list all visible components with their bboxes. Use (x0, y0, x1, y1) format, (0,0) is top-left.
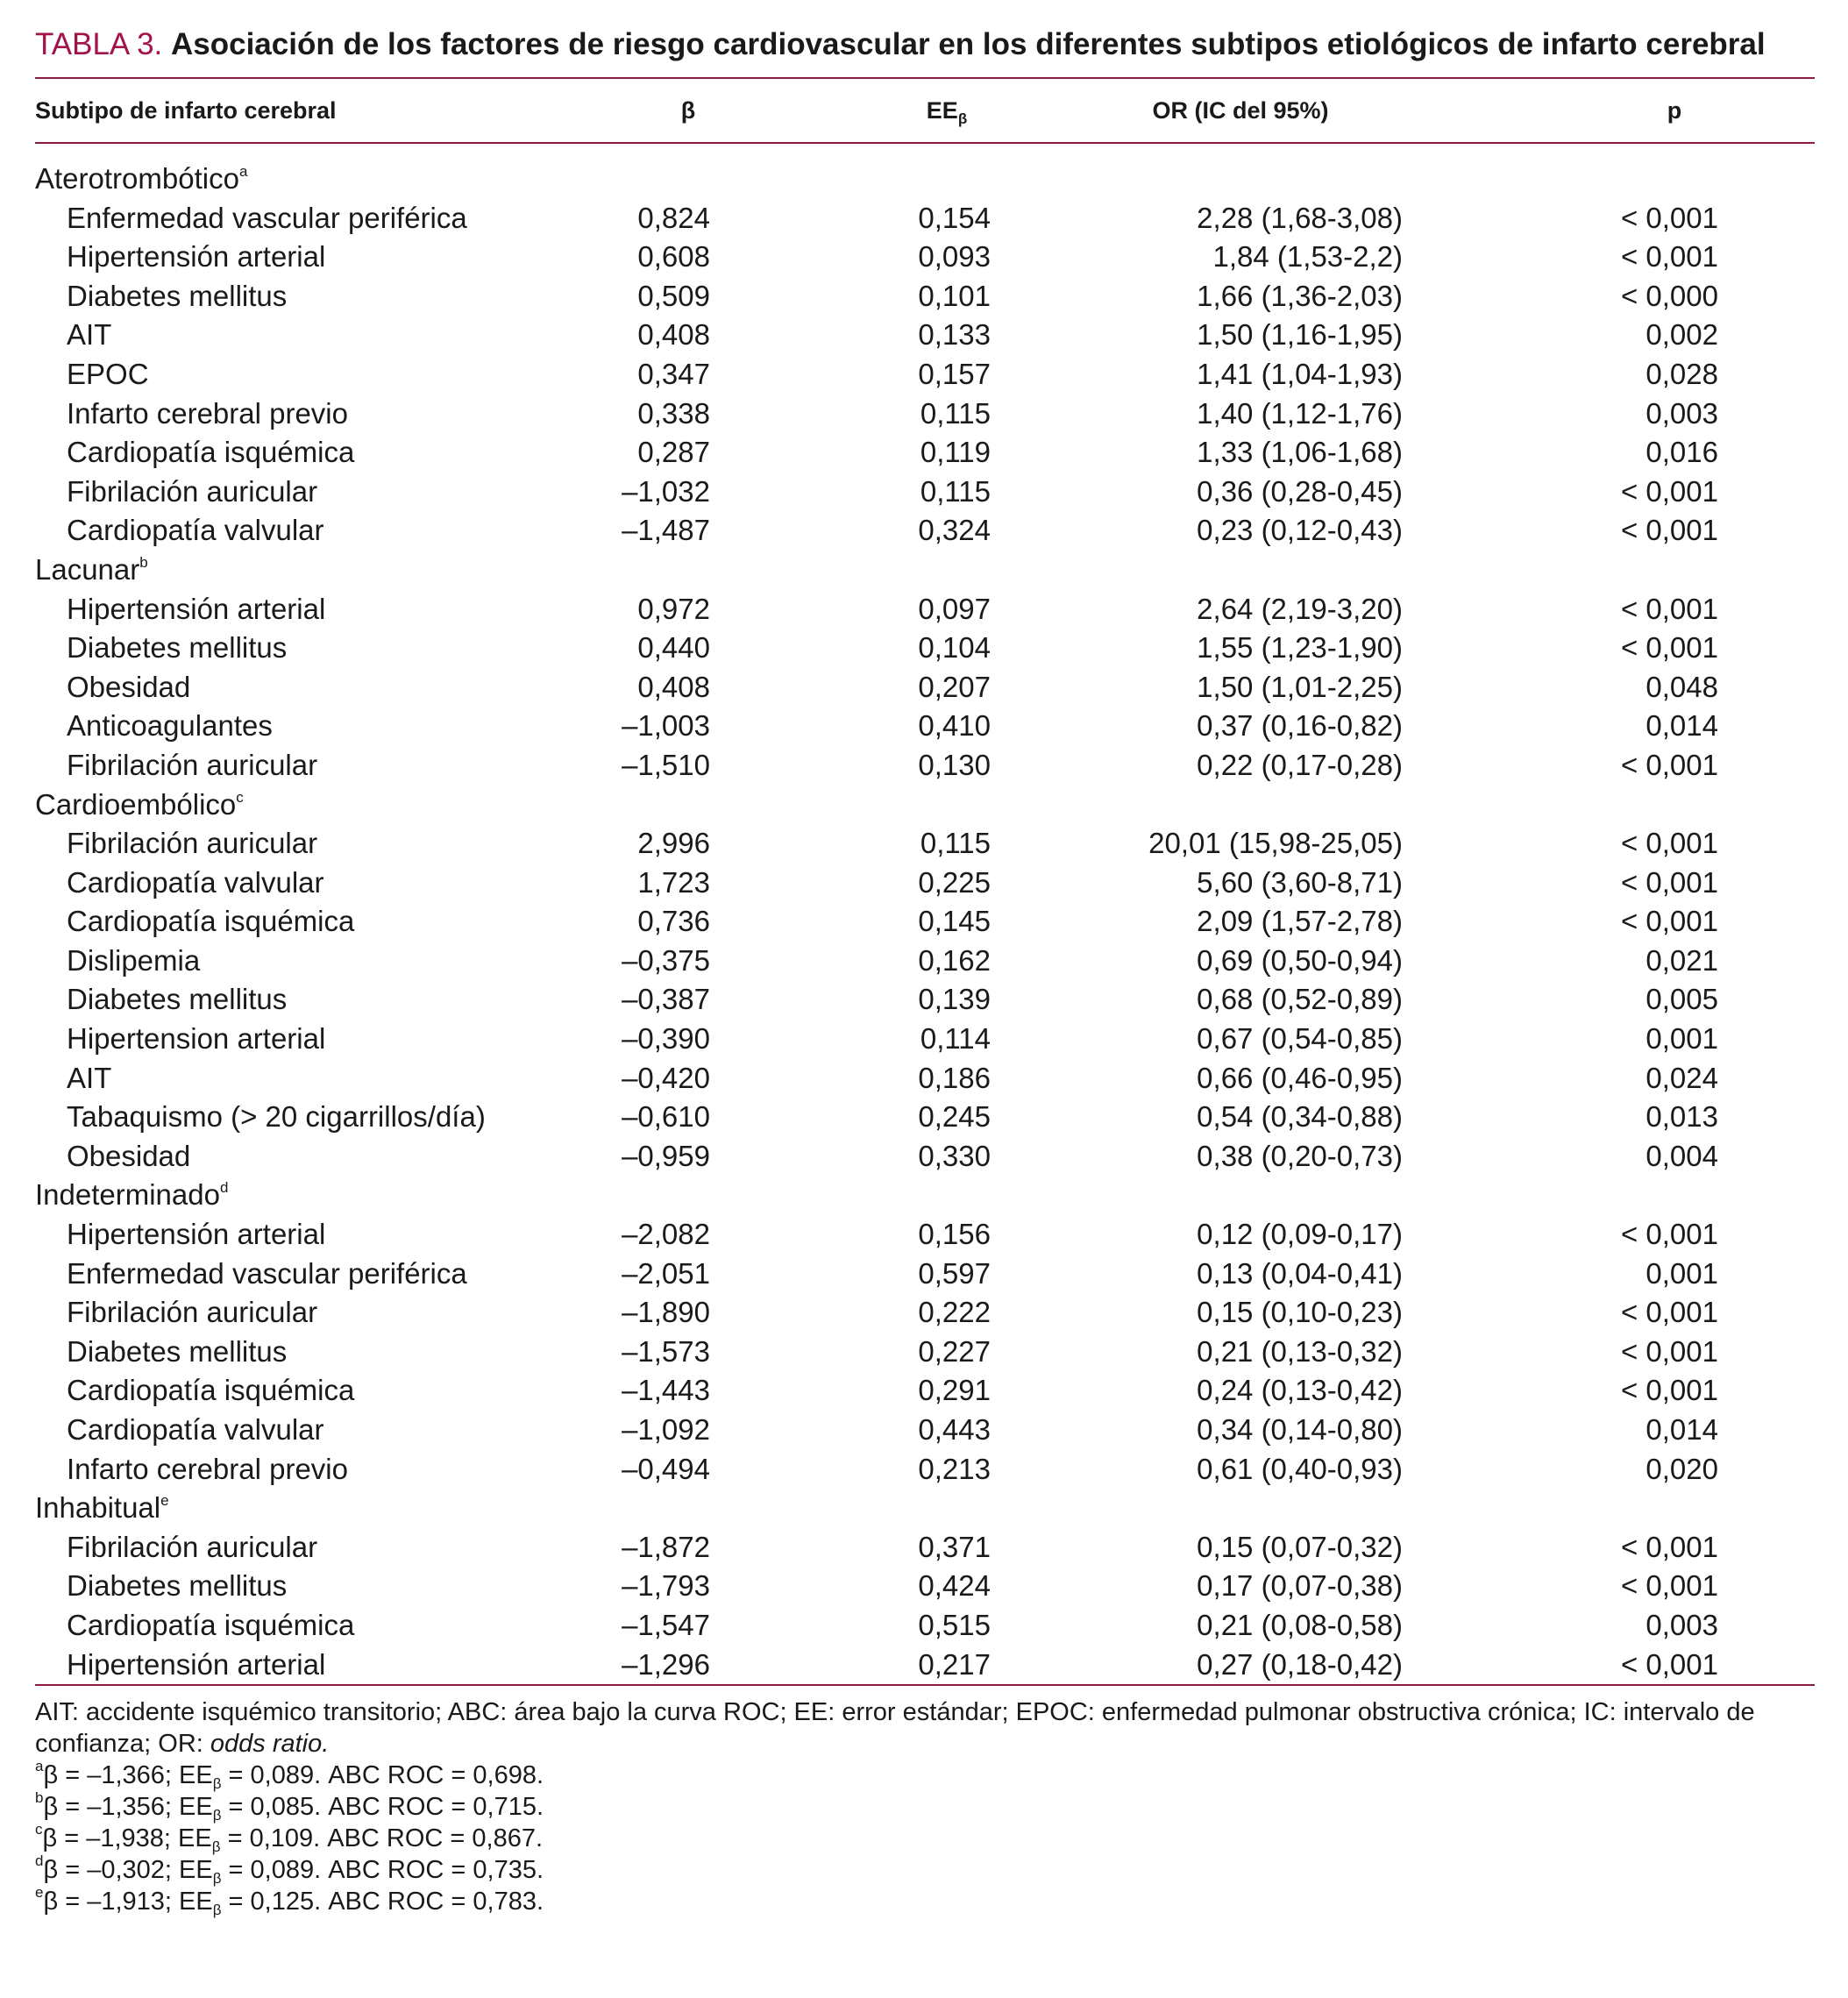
table-caption (35, 23, 1815, 67)
beta-cell: 0,440 (637, 631, 710, 665)
table-row (35, 902, 1815, 942)
se-cell: 0,515 (918, 1608, 991, 1641)
group-row (35, 1176, 1815, 1215)
group-name (35, 1176, 1815, 1215)
beta-cell: –1,443 (622, 1374, 710, 1407)
factor-cell: Cardiopatía valvular (67, 514, 324, 547)
beta-cell: 0,509 (637, 279, 710, 312)
beta-cell: 0,972 (637, 592, 710, 625)
group-row (35, 144, 1815, 199)
se-cell: 0,291 (918, 1374, 991, 1407)
table-row (35, 1450, 1815, 1490)
factor-cell: Cardiopatía isquémica (67, 1374, 355, 1407)
se-cell: 0,227 (918, 1334, 991, 1368)
p-cell: < 0,001 (1620, 1530, 1718, 1563)
or-cell: 2,09 (1,57-2,78) (1197, 905, 1403, 938)
or-cell: 0,22 (0,17-0,28) (1197, 748, 1403, 781)
table-row (35, 1567, 1815, 1606)
factor-cell: Diabetes mellitus (67, 279, 288, 312)
factor-cell: Diabetes mellitus (67, 1569, 288, 1603)
factor-cell: Hipertensión arterial (67, 1647, 326, 1681)
p-cell: < 0,001 (1620, 240, 1718, 274)
footnote (35, 1791, 1815, 1823)
beta-cell: –1,872 (622, 1530, 710, 1563)
table-row (35, 511, 1815, 551)
table-row (35, 473, 1815, 512)
beta-cell: 0,608 (637, 240, 710, 274)
p-cell: < 0,001 (1620, 1569, 1718, 1603)
beta-cell: 0,408 (637, 670, 710, 703)
group-name (35, 1489, 1815, 1528)
factor-cell: Infarto cerebral previo (67, 1452, 348, 1485)
table-row (35, 395, 1815, 434)
table-row (35, 1293, 1815, 1333)
factor-cell: Fibrilación auricular (67, 748, 318, 781)
beta-cell: –1,487 (622, 514, 710, 547)
or-cell: 0,15 (0,10-0,23) (1197, 1296, 1403, 1329)
p-cell: 0,001 (1645, 1256, 1718, 1290)
factor-cell: Diabetes mellitus (67, 983, 288, 1016)
factor-cell: Hipertensión arterial (67, 1218, 326, 1251)
p-cell: 0,003 (1645, 1608, 1718, 1641)
or-cell: 1,55 (1,23-1,90) (1197, 631, 1403, 665)
footnote-beta: β = –1,356; EE (43, 1793, 213, 1822)
group-footnote-mark: d (219, 1179, 229, 1197)
table-row (35, 1371, 1815, 1411)
group-label: Indeterminado (35, 1178, 220, 1212)
footnote-subscript: β (212, 1902, 222, 1919)
p-cell: < 0,001 (1620, 827, 1718, 860)
footnote-rest: = 0,109. ABC ROC = 0,867. (220, 1824, 544, 1853)
factor-cell: Enfermedad vascular periférica (67, 201, 467, 234)
or-cell: 0,21 (0,08-0,58) (1197, 1608, 1403, 1641)
se-cell: 0,186 (918, 1061, 991, 1094)
p-cell: < 0,000 (1620, 279, 1718, 312)
table-row (35, 1020, 1815, 1059)
p-cell: 0,002 (1645, 318, 1718, 352)
p-cell: < 0,001 (1620, 748, 1718, 781)
beta-cell: –1,547 (622, 1608, 710, 1641)
or-cell: 2,28 (1,68-3,08) (1197, 201, 1403, 234)
header-se-sub: β (957, 110, 968, 127)
or-cell: 5,60 (3,60-8,71) (1197, 865, 1403, 899)
group-footnote-mark: c (236, 788, 244, 806)
p-cell: < 0,001 (1620, 1647, 1718, 1681)
beta-cell: –0,494 (622, 1452, 710, 1485)
factor-cell: Diabetes mellitus (67, 1334, 288, 1368)
table-row (35, 316, 1815, 355)
or-cell: 1,50 (1,16-1,95) (1197, 318, 1403, 352)
group-footnote-mark: a (238, 163, 248, 180)
or-cell: 0,68 (0,52-0,89) (1197, 983, 1403, 1016)
header-p: p (1667, 96, 1682, 124)
table-row (35, 1646, 1815, 1685)
data-table (35, 79, 1815, 1684)
footnote-subscript: β (211, 1838, 221, 1856)
se-cell: 0,119 (920, 436, 991, 469)
factor-cell: Obesidad (67, 670, 191, 703)
table-row (35, 824, 1815, 864)
se-cell: 0,133 (918, 318, 991, 352)
group-label: Cardioembólico (35, 787, 237, 821)
se-cell: 0,324 (918, 514, 991, 547)
p-cell: 0,014 (1645, 709, 1718, 743)
group-footnote-mark: b (139, 553, 148, 571)
abbreviations-text: AIT: accidente isquémico transitorio; ABC: área bajo la curva ROC; EE: error estándar; EPOC: enfermedad pulmonar obstructiva crónica; IC: intervalo de confianza; OR: (35, 1698, 1755, 1759)
table-row (35, 1255, 1815, 1294)
beta-cell: 1,723 (637, 865, 710, 899)
se-cell: 0,157 (918, 357, 991, 390)
beta-cell: –0,959 (622, 1139, 710, 1172)
factor-cell: Hipertension arterial (67, 1022, 326, 1056)
or-cell: 1,33 (1,06-1,68) (1197, 436, 1403, 469)
p-cell: < 0,001 (1620, 905, 1718, 938)
header-or: OR (IC del 95%) (1152, 96, 1329, 124)
or-cell: 0,67 (0,54-0,85) (1197, 1022, 1403, 1056)
header-se (745, 79, 1008, 142)
p-cell: 0,024 (1645, 1061, 1718, 1094)
or-cell: 0,15 (0,07-0,32) (1197, 1530, 1403, 1563)
table-row (35, 1606, 1815, 1646)
footnote-mark: b (35, 1789, 44, 1807)
beta-cell: –1,890 (622, 1296, 710, 1329)
beta-cell: 0,287 (637, 436, 710, 469)
factor-cell: Fibrilación auricular (67, 1296, 318, 1329)
se-cell: 0,145 (918, 905, 991, 938)
or-cell: 0,36 (0,28-0,45) (1197, 474, 1403, 508)
abbreviations-note (35, 1696, 1815, 1760)
footnote-mark: c (35, 1821, 43, 1838)
beta-cell: –1,032 (622, 474, 710, 508)
or-cell: 1,66 (1,36-2,03) (1197, 279, 1403, 312)
se-cell: 0,225 (918, 865, 991, 899)
se-cell: 0,114 (920, 1022, 991, 1056)
p-cell: 0,014 (1645, 1413, 1718, 1446)
beta-cell: 0,736 (637, 905, 710, 938)
table-row (35, 199, 1815, 238)
footnote (35, 1854, 1815, 1886)
se-cell: 0,245 (918, 1100, 991, 1134)
table-row (35, 355, 1815, 395)
or-cell: 0,17 (0,07-0,38) (1197, 1569, 1403, 1603)
footnote (35, 1823, 1815, 1854)
se-cell: 0,097 (918, 592, 991, 625)
se-cell: 0,371 (918, 1530, 991, 1563)
se-cell: 0,222 (918, 1296, 991, 1329)
factor-cell: EPOC (67, 357, 149, 390)
table-row (35, 1098, 1815, 1137)
beta-cell: 2,996 (637, 827, 710, 860)
se-cell: 0,162 (918, 943, 991, 977)
footnote-subscript: β (212, 1775, 222, 1793)
or-cell: 20,01 (15,98-25,05) (1148, 827, 1403, 860)
factor-cell: Fibrilación auricular (67, 474, 318, 508)
or-cell: 0,69 (0,50-0,94) (1197, 943, 1403, 977)
table-row (35, 1059, 1815, 1099)
p-cell: 0,013 (1645, 1100, 1718, 1134)
beta-cell: –1,092 (622, 1413, 710, 1446)
p-cell: < 0,001 (1620, 1374, 1718, 1407)
se-cell: 0,217 (918, 1647, 991, 1681)
beta-cell: –1,003 (622, 709, 710, 743)
factor-cell: Dislipemia (67, 943, 201, 977)
table-title: Asociación de los factores de riesgo cardiovascular en los diferentes subtipos etiológicos de infarto cerebral (171, 27, 1766, 61)
table-row (35, 942, 1815, 981)
se-cell: 0,093 (918, 240, 991, 274)
se-cell: 0,115 (920, 396, 991, 430)
beta-cell: 0,347 (637, 357, 710, 390)
footnote-rest: = 0,125. ABC ROC = 0,783. (221, 1888, 544, 1916)
header-row (35, 79, 1815, 142)
factor-cell: Tabaquismo (> 20 cigarrillos/día) (67, 1100, 486, 1134)
se-cell: 0,597 (918, 1256, 991, 1290)
beta-cell: 0,824 (637, 201, 710, 234)
factor-cell: Cardiopatía valvular (67, 1413, 324, 1446)
beta-cell: –0,387 (622, 983, 710, 1016)
header-se-main: EE (926, 96, 958, 124)
se-cell: 0,139 (918, 983, 991, 1016)
or-cell: 0,12 (0,09-0,17) (1197, 1218, 1403, 1251)
table-row (35, 1411, 1815, 1450)
p-cell: 0,001 (1645, 1022, 1718, 1056)
group-row (35, 786, 1815, 825)
factor-cell: AIT (67, 318, 112, 352)
beta-cell: –0,420 (622, 1061, 710, 1094)
or-cell: 0,27 (0,18-0,42) (1197, 1647, 1403, 1681)
or-cell: 0,66 (0,46-0,95) (1197, 1061, 1403, 1094)
p-cell: < 0,001 (1620, 474, 1718, 508)
p-cell: < 0,001 (1620, 1334, 1718, 1368)
footnote-mark: d (35, 1852, 44, 1870)
p-cell: < 0,001 (1620, 1296, 1718, 1329)
p-cell: 0,016 (1645, 436, 1718, 469)
abbreviations-odds-ratio: odds ratio. (210, 1730, 330, 1759)
p-cell: 0,020 (1645, 1452, 1718, 1485)
p-cell: < 0,001 (1620, 514, 1718, 547)
beta-cell: –2,051 (622, 1256, 710, 1290)
footnote-rest: = 0,085. ABC ROC = 0,715. (221, 1793, 544, 1822)
se-cell: 0,101 (918, 279, 991, 312)
or-cell: 1,84 (1,53-2,2) (1212, 240, 1403, 274)
beta-cell: 0,338 (637, 396, 710, 430)
footnote-beta: β = –1,938; EE (42, 1824, 212, 1853)
beta-cell: –1,296 (622, 1647, 710, 1681)
se-cell: 0,115 (920, 827, 991, 860)
footnote-rest: = 0,089. ABC ROC = 0,735. (221, 1856, 544, 1885)
table-body (35, 144, 1815, 1684)
table-document (35, 23, 1815, 1917)
or-cell: 0,61 (0,40-0,93) (1197, 1452, 1403, 1485)
se-cell: 0,130 (918, 748, 991, 781)
p-cell: 0,021 (1645, 943, 1718, 977)
p-cell: < 0,001 (1620, 201, 1718, 234)
table-row (35, 238, 1815, 277)
or-cell: 0,34 (0,14-0,80) (1197, 1413, 1403, 1446)
group-name (35, 144, 1815, 199)
factor-cell: Infarto cerebral previo (67, 396, 348, 430)
factor-cell: Cardiopatía isquémica (67, 905, 355, 938)
beta-cell: –0,610 (622, 1100, 710, 1134)
table-row (35, 707, 1815, 746)
table-label: TABLA 3. (35, 27, 163, 61)
group-label: Lacunar (35, 552, 140, 586)
factor-cell: Fibrilación auricular (67, 827, 318, 860)
factor-cell: AIT (67, 1061, 112, 1094)
beta-cell: –1,510 (622, 748, 710, 781)
p-cell: < 0,001 (1620, 1218, 1718, 1251)
footnote (35, 1886, 1815, 1917)
footnote-beta: β = –1,913; EE (43, 1888, 213, 1916)
footnote-rest: = 0,089. ABC ROC = 0,698. (221, 1761, 544, 1790)
p-cell: 0,004 (1645, 1139, 1718, 1172)
se-cell: 0,156 (918, 1218, 991, 1251)
or-cell: 2,64 (2,19-3,20) (1197, 592, 1403, 625)
se-cell: 0,207 (918, 670, 991, 703)
factor-cell: Enfermedad vascular periférica (67, 1256, 467, 1290)
table-row (35, 668, 1815, 707)
se-cell: 0,443 (918, 1413, 991, 1446)
se-cell: 0,330 (918, 1139, 991, 1172)
table-row (35, 433, 1815, 473)
beta-cell: 0,408 (637, 318, 710, 352)
table-notes (35, 1696, 1815, 1917)
factor-cell: Cardiopatía isquémica (67, 1608, 355, 1641)
beta-cell: –2,082 (622, 1218, 710, 1251)
table-row (35, 590, 1815, 629)
group-name (35, 786, 1815, 825)
p-cell: 0,028 (1645, 357, 1718, 390)
p-cell: < 0,001 (1620, 592, 1718, 625)
se-cell: 0,104 (918, 631, 991, 665)
table-row (35, 1528, 1815, 1568)
beta-cell: –1,793 (622, 1569, 710, 1603)
group-label: Inhabitual (35, 1491, 161, 1525)
se-cell: 0,115 (920, 474, 991, 508)
group-row (35, 551, 1815, 590)
footnotes (35, 1760, 1815, 1917)
factor-cell: Diabetes mellitus (67, 631, 288, 665)
or-cell: 0,21 (0,13-0,32) (1197, 1334, 1403, 1368)
se-cell: 0,424 (918, 1569, 991, 1603)
footnote-subscript: β (212, 1807, 222, 1824)
p-cell: 0,005 (1645, 983, 1718, 1016)
footnote-subscript: β (212, 1870, 222, 1888)
table-row (35, 629, 1815, 668)
p-cell: < 0,001 (1620, 631, 1718, 665)
or-cell: 1,50 (1,01-2,25) (1197, 670, 1403, 703)
or-cell: 0,13 (0,04-0,41) (1197, 1256, 1403, 1290)
table-row (35, 1215, 1815, 1255)
p-cell: 0,003 (1645, 396, 1718, 430)
factor-cell: Obesidad (67, 1139, 191, 1172)
se-cell: 0,410 (918, 709, 991, 743)
group-row (35, 1489, 1815, 1528)
se-cell: 0,154 (918, 201, 991, 234)
header-subtype: Subtipo de infarto cerebral (35, 96, 337, 124)
or-cell: 0,23 (0,12-0,43) (1197, 514, 1403, 547)
p-cell: 0,048 (1645, 670, 1718, 703)
se-cell: 0,213 (918, 1452, 991, 1485)
group-footnote-mark: e (160, 1492, 169, 1510)
or-cell: 1,41 (1,04-1,93) (1197, 357, 1403, 390)
or-cell: 1,40 (1,12-1,76) (1197, 396, 1403, 430)
bottom-rule (35, 1684, 1815, 1686)
or-cell: 0,24 (0,13-0,42) (1197, 1374, 1403, 1407)
factor-cell: Cardiopatía valvular (67, 865, 324, 899)
footnote-mark: e (35, 1884, 44, 1902)
factor-cell: Cardiopatía isquémica (67, 436, 355, 469)
p-cell: < 0,001 (1620, 865, 1718, 899)
group-name (35, 551, 1815, 590)
footnote-beta: β = –1,366; EE (43, 1761, 213, 1790)
header-beta: β (680, 96, 696, 124)
or-cell: 0,38 (0,20-0,73) (1197, 1139, 1403, 1172)
factor-cell: Fibrilación auricular (67, 1530, 318, 1563)
footnote-mark: a (35, 1758, 44, 1775)
beta-cell: –0,390 (622, 1022, 710, 1056)
footnote-beta: β = –0,302; EE (43, 1856, 213, 1885)
factor-cell: Hipertensión arterial (67, 240, 326, 274)
factor-cell: Hipertensión arterial (67, 592, 326, 625)
footnote (35, 1760, 1815, 1791)
beta-cell: –1,573 (622, 1334, 710, 1368)
table-row (35, 746, 1815, 786)
factor-cell: Anticoagulantes (67, 709, 273, 743)
group-label: Aterotrombótico (35, 162, 239, 195)
table-row (35, 1333, 1815, 1372)
or-cell: 0,54 (0,34-0,88) (1197, 1100, 1403, 1134)
table-row (35, 1137, 1815, 1177)
or-cell: 0,37 (0,16-0,82) (1197, 709, 1403, 743)
beta-cell: –0,375 (622, 943, 710, 977)
table-row (35, 277, 1815, 316)
table-row (35, 864, 1815, 903)
table-row (35, 980, 1815, 1020)
